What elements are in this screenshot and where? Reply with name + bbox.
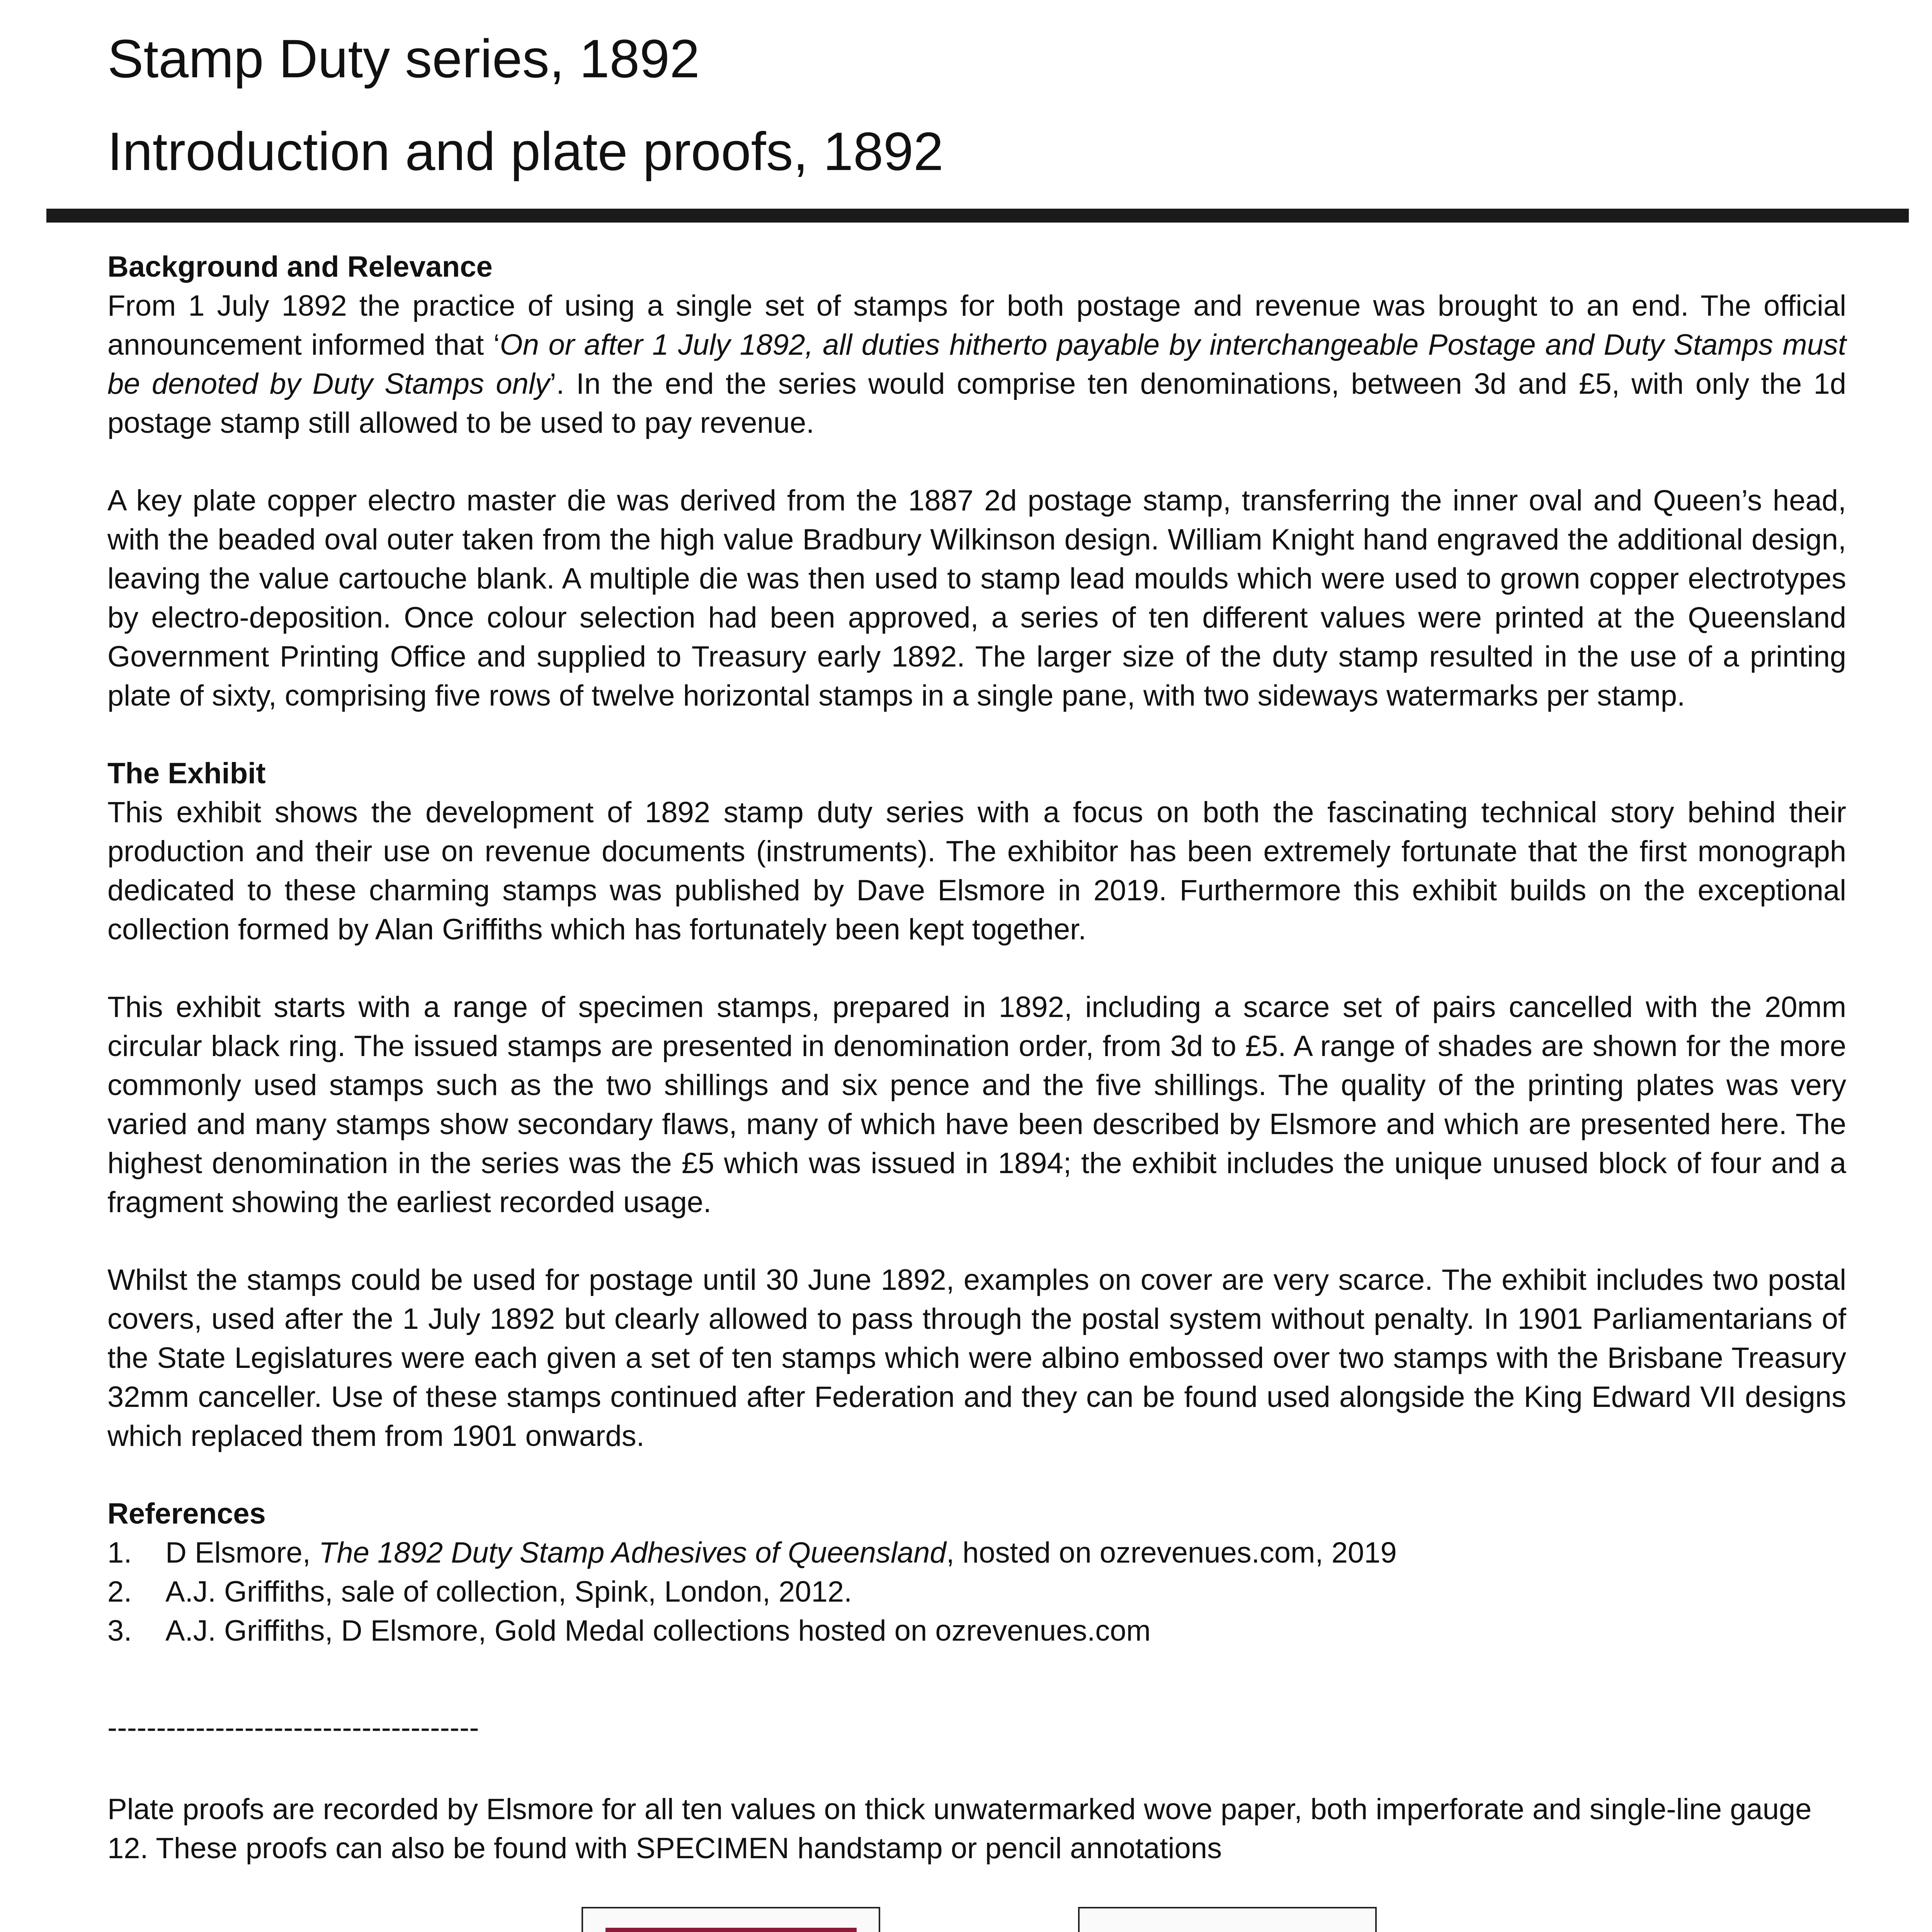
ref-text: A.J. Griffiths, sale of collection, Spink, London, 2012. <box>165 1575 852 1608</box>
proofs-intro: Plate proofs are recorded by Elsmore for all ten values on thick unwatermarked wove paper, both imperforate and single-line gauge 12. These proofs can also be found with SPECIMEN handstamp or pencil annotations <box>107 1793 1812 1865</box>
references-heading: References <box>107 1497 266 1530</box>
stamp-body <box>605 1928 857 1932</box>
stamp-mount-three-shillings <box>1078 1907 1377 1932</box>
bg-p1-text: From 1 July 1892 the practice of using a single set of stamps for both postage and revenue was brought to an end. The official announcement informed that ‘ <box>107 289 1846 361</box>
page-title: Stamp Duty series, 1892 <box>107 28 700 89</box>
exhibit-paragraph-2: This exhibit starts with a range of specimen stamps, prepared in 1892, including a scarce set of pairs cancelled with the 20mm circular black ring. The issued stamps are presented in denomination order, from 3d to £5. A range of shades are shown for the more commonly used stamps such as the two shillings and six pence and the five shillings. The quality of the printing plates was very varied and many stamps show secondary flaws, many of which have been described by Elsmore and which are presented here. The highest denomination in the series was the £5 which was issued in 1894; the exhibit includes the unique unused block of four and a fragment showing the earliest recorded usage. <box>107 991 1846 1219</box>
bg-p1-text-end: ’. In the end the series would comprise ten denominations, between 3d and £5, with only the 1d postage stamp still allowed to be used to pay revenue. <box>107 367 1847 439</box>
ref-number: 2. <box>107 1575 132 1608</box>
section-divider: -------------------------------------- <box>107 1711 479 1744</box>
background-paragraph-2: A key plate copper electro master die was derived from the 1887 2d postage stamp, transferring the inner oval and Queen’s head, with the beaded oval outer taken from the high value Bradbury Wilkinson design. William Knight hand engraved the additional design, leaving the value cartouche blank. A multiple die was then used to stamp lead moulds which were used to grown copper electrotypes by electro-deposition. Once colour selection had been approved, a series of ten different values were printed at the Queensland Government Printing Office and supplied to Treasury early 1892. The larger size of the duty stamp resulted in the use of a printing plate of sixty, comprising five rows of twelve horizontal stamps in a single pane, with two sideways watermarks per stamp. <box>107 484 1846 712</box>
reference-item <box>107 1533 1846 1572</box>
exhibit-heading: The Exhibit <box>107 757 266 790</box>
reference-item <box>107 1572 1846 1611</box>
ref-number: 1. <box>107 1536 132 1569</box>
ref-number: 3. <box>107 1614 132 1647</box>
background-paragraph-1 <box>107 286 1846 442</box>
top-rule <box>46 209 1909 223</box>
stamp-mount-one-shilling <box>582 1907 880 1932</box>
ref-title: The 1892 Duty Stamp Adhesives of Queensland <box>318 1536 946 1569</box>
ref-text: A.J. Griffiths, D Elsmore, Gold Medal collections hosted on ozrevenues.com <box>165 1614 1151 1647</box>
exhibit-paragraph-3: Whilst the stamps could be used for postage until 30 June 1892, examples on cover are very scarce. The exhibit includes two postal covers, used after the 1 July 1892 but clearly allowed to pass through the postal system without penalty. In 1901 Parliamentarians of the State Legislatures were each given a set of ten stamps which were albino embossed over two stamps with the Brisbane Treasury 32mm canceller. Use of these stamps continued after Federation and they can be found used alongside the King Edward VII designs which replaced them from 1901 onwards. <box>107 1264 1846 1452</box>
stamp-one-shilling <box>605 1928 857 1932</box>
references-list <box>107 1533 1846 1650</box>
ref-text: D Elsmore, <box>165 1536 319 1569</box>
page-subtitle: Introduction and plate proofs, 1892 <box>107 121 944 182</box>
main-content <box>107 247 1846 1868</box>
reference-item <box>107 1611 1846 1650</box>
background-heading: Background and Relevance <box>107 250 493 283</box>
ref-text-end: , hosted on ozrevenues.com, 2019 <box>946 1536 1397 1569</box>
announcement-quote: On or after 1 July 1892, all duties hitherto payable by interchangeable Postage and Duty Stamps must be denoted by Duty Stamps only <box>107 328 1846 400</box>
exhibit-paragraph-1: This exhibit shows the development of 1892 stamp duty series with a focus on both the fascinating technical story behind their production and their use on revenue documents (instruments). The exhibitor has been extremely fortunate that the first monograph dedicated to these charming stamps was published by Dave Elsmore in 2019. Furthermore this exhibit builds on the exceptional collection formed by Alan Griffiths which has fortunately been kept together. <box>107 796 1846 946</box>
